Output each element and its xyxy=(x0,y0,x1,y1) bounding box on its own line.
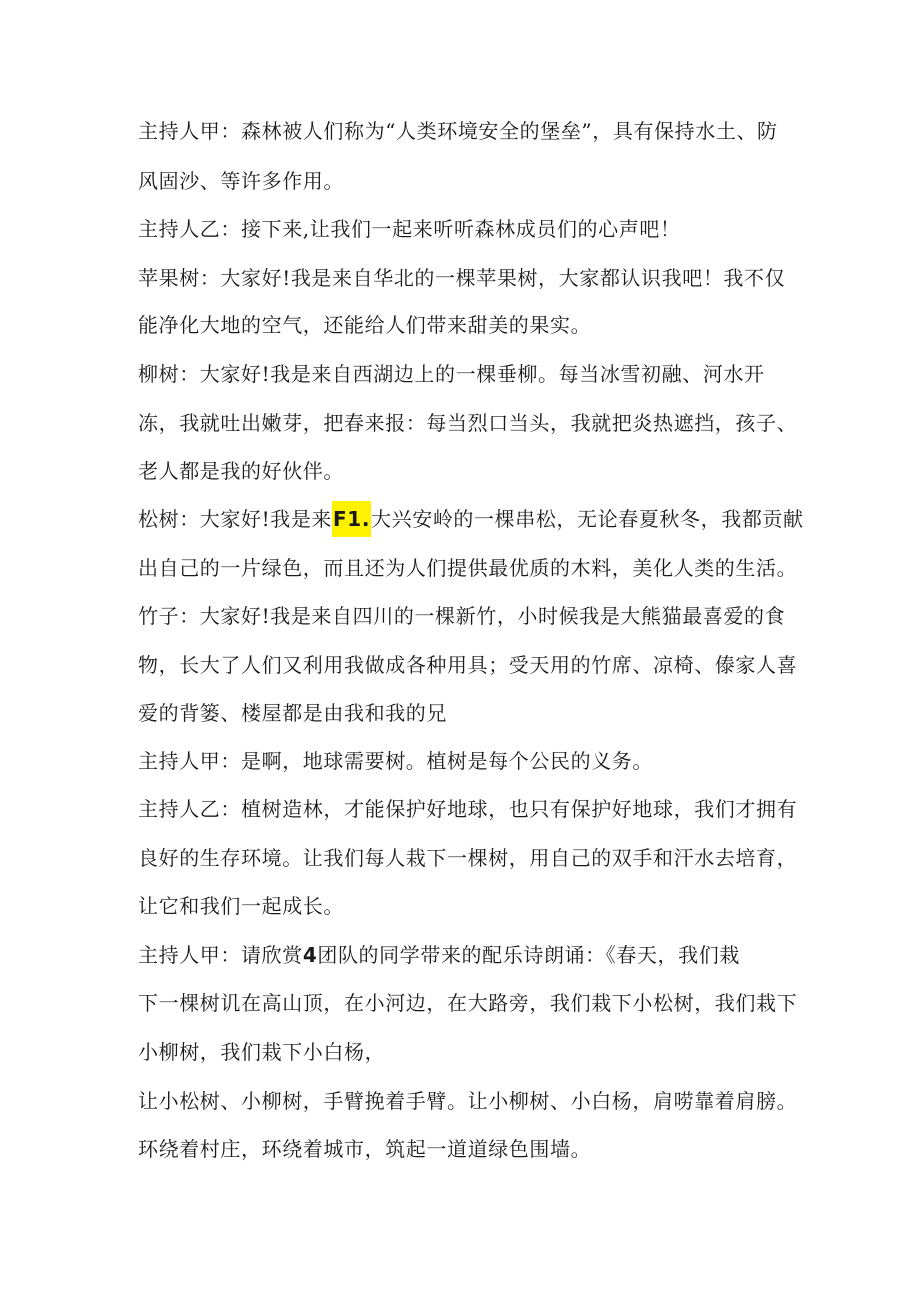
text-line: 风固沙、等许多作用。 xyxy=(138,169,344,193)
text-line: 竹子：大家好!我是来自四川的一棵新竹，小时候我是大熊猫最喜爱的食 xyxy=(138,604,786,628)
text-line: 冻，我就吐出嫩芽，把春来报：每当烈口当头，我就把炎热遮挡，孩子、 xyxy=(138,411,798,435)
text-line: 能净化大地的空气，还能给人们带来甜美的果实。 xyxy=(138,313,592,337)
text-line: 让小松树、小柳树，手臂挽着手臂。让小柳树、小白杨，肩唠靠着肩膀。 xyxy=(138,1089,798,1113)
recital-line-before: 主持人甲：请欣赏 xyxy=(138,943,303,967)
text-line: 主持人甲：森林被人们称为“人类环境安全的堡垒”，具有保持水土、防 xyxy=(138,119,778,143)
text-line: 柳树：大家好!我是来自西湖边上的一棵垂柳。每当冰雪初融、河水开 xyxy=(138,362,765,386)
text-line: 出自己的一片绿色，而且还为人们提供最优质的木料，美化人类的生活。 xyxy=(138,556,798,580)
pine-line-before: 松树：大家好!我是来 xyxy=(138,507,333,531)
text-line: 老人都是我的好伙伴。 xyxy=(138,459,344,483)
text-line: 苹果树：大家好!我是来自华北的一棵苹果树，大家都认识我吧！我不仅 xyxy=(138,266,786,290)
text-line: 下一棵树讥在高山顶，在小河边，在大路旁，我们栽下小松树，我们栽下 xyxy=(138,991,798,1015)
text-line: 主持人乙：接下来,让我们一起来听听森林成员们的心声吧！ xyxy=(138,217,681,241)
text-line: 环绕着村庄，环绕着城市，筑起一道道绿色围墙。 xyxy=(138,1137,592,1161)
text-line: 主持人乙：植树造林，才能保护好地球，也只有保护好地球，我们才拥有 xyxy=(138,797,798,821)
text-line: 主持人甲：是啊，地球需要树。植树是每个公民的义务。 xyxy=(138,749,653,773)
pine-tree-line xyxy=(138,506,804,532)
team-number: 4 xyxy=(302,943,318,967)
recital-intro-line xyxy=(138,942,740,968)
text-line: 爱的背篓、楼屋都是由我和我的兄 xyxy=(138,701,447,725)
pine-line-after: 大兴安岭的一棵串松，无论春夏秋冬，我都贡献 xyxy=(371,507,804,531)
text-line: 小柳树，我们栽下小白杨， xyxy=(138,1040,386,1064)
text-line: 让它和我们一起成长。 xyxy=(138,894,344,918)
recital-line-after: 团队的同学带来的配乐诗朗诵：《春天，我们栽 xyxy=(317,943,740,967)
highlighted-marker: F1. xyxy=(332,501,371,537)
text-line: 物，长大了人们又利用我做成各种用具；受天用的竹席、凉椅、傣家人喜 xyxy=(138,653,798,677)
text-line: 良好的生存环境。让我们每人栽下一棵树，用自己的双手和汗水去培育， xyxy=(138,846,798,870)
